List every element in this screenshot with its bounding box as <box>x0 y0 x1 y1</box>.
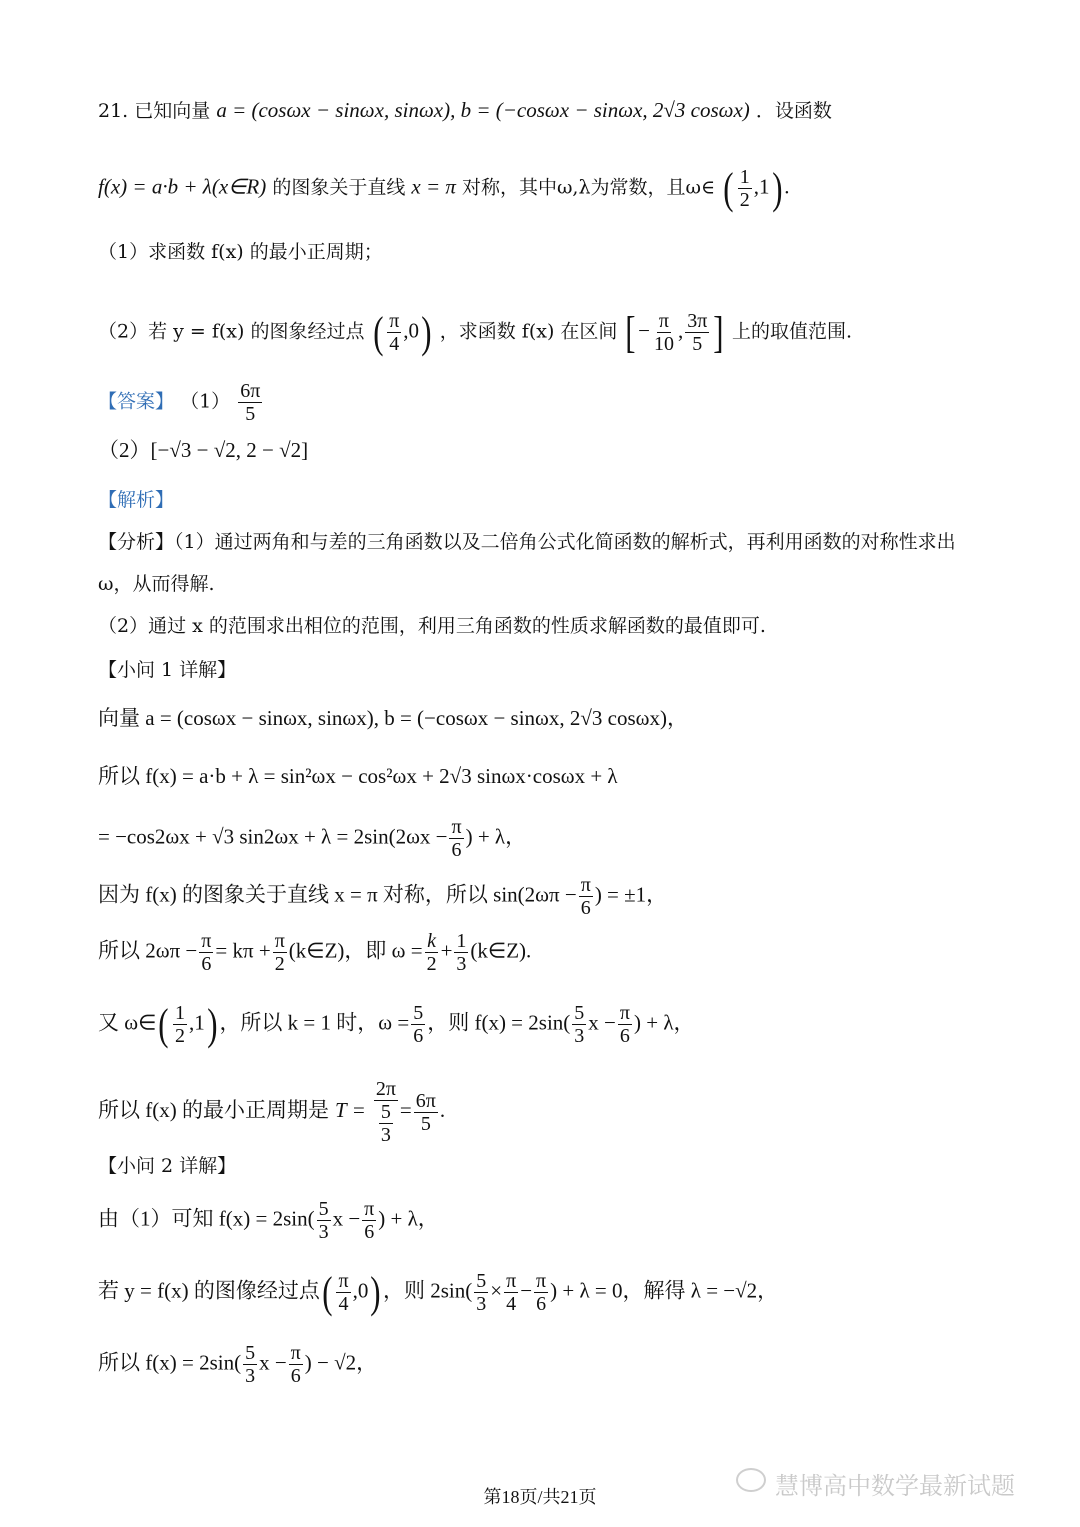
math-expression: 由（1）可知 f(x) = 2sin( <box>98 1206 315 1231</box>
analysis-tag: 【解析】 <box>98 489 175 511</box>
math-expression: − <box>520 1278 533 1303</box>
fraction-pi-over-4: $\frac{\pi}{4}$ <box>338 1270 349 1315</box>
fraction-one-half: $\frac{1}{2}$ <box>739 166 750 211</box>
math-expression: ) + λ， <box>378 1206 439 1231</box>
fraction-1-over-3: $\frac{1}{3}$ <box>456 930 467 975</box>
fraction-one-half: $\frac{1}{2}$ <box>175 1002 186 1047</box>
fraction-5-over-3: $\frac{5}{3}$ <box>318 1198 329 1243</box>
period-compound-fraction: $\frac{2\pi}{\frac{5}{3}}$ <box>375 1078 396 1146</box>
question-text: （2）若 y = f(x) 的图象经过点 <box>98 320 365 343</box>
solution2-line-3 <box>98 1342 377 1387</box>
fraction-pi-over-6: $\frac{\pi}{6}$ <box>290 1342 301 1387</box>
fraction-pi-over-6: $\frac{\pi}{6}$ <box>201 930 212 975</box>
question-part-2: （2）若 y = f(x) 的图象经过点 ( $\frac{\pi}{4}$ ,0) ，求函数 f(x) 在区间 [ − $\frac{\pi}{10}$ , $\frac{3\pi}{5}$ ] 上的取值范围. <box>98 307 853 357</box>
math-expression: 所以 f(x) 的最小正周期是 <box>98 1098 329 1122</box>
math-expression: x − <box>259 1350 287 1375</box>
question-text: ．设函数 <box>755 100 832 122</box>
question-text: 上的取值范围. <box>732 320 853 343</box>
question-text: 的图象关于直线 <box>272 176 406 199</box>
fraction-5-over-3: $\frac{5}{3}$ <box>245 1342 256 1387</box>
page-footer: 第18页/共21页 <box>483 1487 597 1507</box>
math-expression: ，则 f(x) = 2sin( <box>427 1010 571 1035</box>
math-expression: ) + λ， <box>633 1010 695 1035</box>
math-expression: ) + λ， <box>465 824 527 849</box>
watermark: 慧博高中数学最新试题 <box>775 1472 1015 1500</box>
answer-tag: 【答案】 <box>98 390 175 413</box>
math-expression: × <box>490 1278 503 1303</box>
fraction-pi-over-6: $\frac{\pi}{6}$ <box>364 1198 375 1243</box>
question-text: （1）求函数 f(x) 的最小正周期； <box>98 241 383 263</box>
solution1-line-2: 所以 f(x) = a·b + λ = sin²ωx − cos²ωx + 2√3 sinωx·cosωx + λ <box>98 764 618 788</box>
math-expression: (k∈Z)，即 ω = <box>288 938 423 963</box>
math-expression: x − <box>588 1010 616 1035</box>
math-expression: 若 y = f(x) 的图像经过点 <box>98 1278 320 1303</box>
solution1-line-3 <box>98 816 526 861</box>
question-number: 21. 已知向量 <box>98 100 211 122</box>
answer-line-1 <box>98 380 264 425</box>
solution1-line-4 <box>98 874 667 919</box>
fraction-pi-over-2: $\frac{\pi}{2}$ <box>274 930 285 975</box>
fraction-pi-over-4: $\frac{\pi}{4}$ <box>389 310 400 355</box>
solution1-line-7: 所以 f(x) 的最小正周期是 T = $\frac{2\pi}{\frac{5}{3}}$ = $\frac{6\pi}{5}$ . <box>98 1078 446 1146</box>
question-text: ，求函数 f(x) 在区间 <box>439 320 618 343</box>
math-expression: 因为 f(x) 的图象关于直线 x = π 对称，所以 sin(2ωπ − <box>98 882 577 907</box>
answer-line-2 <box>98 438 308 463</box>
answer-range: （2）[−√3 − √2, 2 − √2] <box>98 438 309 462</box>
fraction-3pi-over-5: $\frac{3\pi}{5}$ <box>687 310 708 355</box>
math-expression: ，则 2sin( <box>383 1278 473 1303</box>
analysis-line-2: ω，从而得解. <box>98 573 215 595</box>
fraction-pi-over-6: $\frac{\pi}{6}$ <box>580 874 591 919</box>
analysis-line-3: （2）通过 x 的范围求出相位的范围，利用三角函数的性质求解函数的最值即可. <box>98 615 766 637</box>
solution1-line-1: 向量 a = (cosωx − sinωx, sinωx), b = (−cosωx − sinωx, 2√3 cosωx)， <box>98 706 688 730</box>
solution1-line-6: 又 ω∈( $\frac{1}{2}$ ,1) ，所以 k = 1 时，ω = $\frac{5}{6}$ ，则 f(x) = 2sin( $\frac{5}{3}$ x − $\frac{\pi}{6}$ ) + λ， <box>98 999 695 1049</box>
question-part-1 <box>98 240 383 264</box>
math-expression: ) = ±1， <box>594 882 668 907</box>
fraction-6pi-over-5: $\frac{6\pi}{5}$ <box>415 1089 436 1135</box>
fraction-k-over-2: $\frac{k}{2}$ <box>426 930 437 975</box>
solution1-line-5: 所以 2ωπ − $\frac{\pi}{6}$ = kπ + $\frac{\pi}{2}$ (k∈Z)，即 ω = $\frac{k}{2}$ + $\frac{1}{3}$ (k∈Z). <box>98 930 532 975</box>
fraction-5-over-3: $\frac{5}{3}$ <box>574 1002 585 1047</box>
question-text: 对称，其中ω,λ为常数，且ω∈ <box>461 176 716 199</box>
fraction-pi-over-6: $\frac{\pi}{6}$ <box>619 1002 630 1047</box>
math-expression: T = <box>335 1098 366 1122</box>
symmetry-line: x = π <box>411 174 456 199</box>
fraction-pi-over-10: $\frac{\pi}{10}$ <box>653 310 674 355</box>
math-expression: x − <box>332 1206 361 1231</box>
function-definition: f(x) = a·b + λ(x∈R) <box>98 174 267 199</box>
question-line-2: f(x) = a·b + λ(x∈R) 的图象关于直线 x = π 对称，其中ω,λ为常数，且ω∈ ( $\frac{1}{2}$ ,1) . <box>98 163 790 213</box>
fraction-5-over-3: $\frac{5}{3}$ <box>476 1270 487 1315</box>
question-line-1 <box>98 98 832 123</box>
math-expression: = kπ + <box>215 938 271 963</box>
math-expression: 所以 f(x) = 2sin( <box>98 1350 242 1375</box>
wechat-icon <box>736 1468 766 1492</box>
fraction-pi-over-4: $\frac{\pi}{4}$ <box>506 1270 517 1315</box>
analysis-line-1: 【分析】（1）通过两角和与差的三角函数以及二倍角公式化简函数的解析式，再利用函数的对称性求出 <box>98 531 956 553</box>
fraction-pi-over-6: $\frac{\pi}{6}$ <box>451 816 462 861</box>
answer-period: $\frac{6\pi}{5}$ <box>240 380 261 425</box>
math-expression: (k∈Z). <box>470 938 532 963</box>
subquestion-2-title: 【小问 2 详解】 <box>98 1155 237 1177</box>
math-expression: = −cos2ωx + √3 sin2ωx + λ = 2sin(2ωx − <box>98 824 448 849</box>
subquestion-1-title: 【小问 1 详解】 <box>98 659 237 681</box>
solution2-line-1 <box>98 1198 439 1243</box>
answer-label: （1） <box>180 390 231 413</box>
math-expression: ) + λ = 0，解得 λ = −√2， <box>550 1278 779 1303</box>
solution2-line-2: 若 y = f(x) 的图像经过点( $\frac{\pi}{4}$ ,0) ，则 2sin( $\frac{5}{3}$ × $\frac{\pi}{4}$ − $\frac{\pi}{6}$ ) + λ = 0，解得 λ = −√2， <box>98 1267 779 1317</box>
fraction-5-over-6: $\frac{5}{6}$ <box>413 1002 424 1047</box>
math-expression: 所以 2ωπ − <box>98 938 198 963</box>
math-expression: ) − √2， <box>304 1350 378 1375</box>
math-expression: 又 ω∈ <box>98 1010 157 1035</box>
fraction-pi-over-6: $\frac{\pi}{6}$ <box>536 1270 547 1315</box>
math-expression: ，所以 k = 1 时，ω = <box>219 1010 410 1035</box>
vectors-definition: a = (cosωx − sinωx, sinωx), b = (−cosωx − sinωx, 2√3 cosωx) <box>216 98 750 122</box>
